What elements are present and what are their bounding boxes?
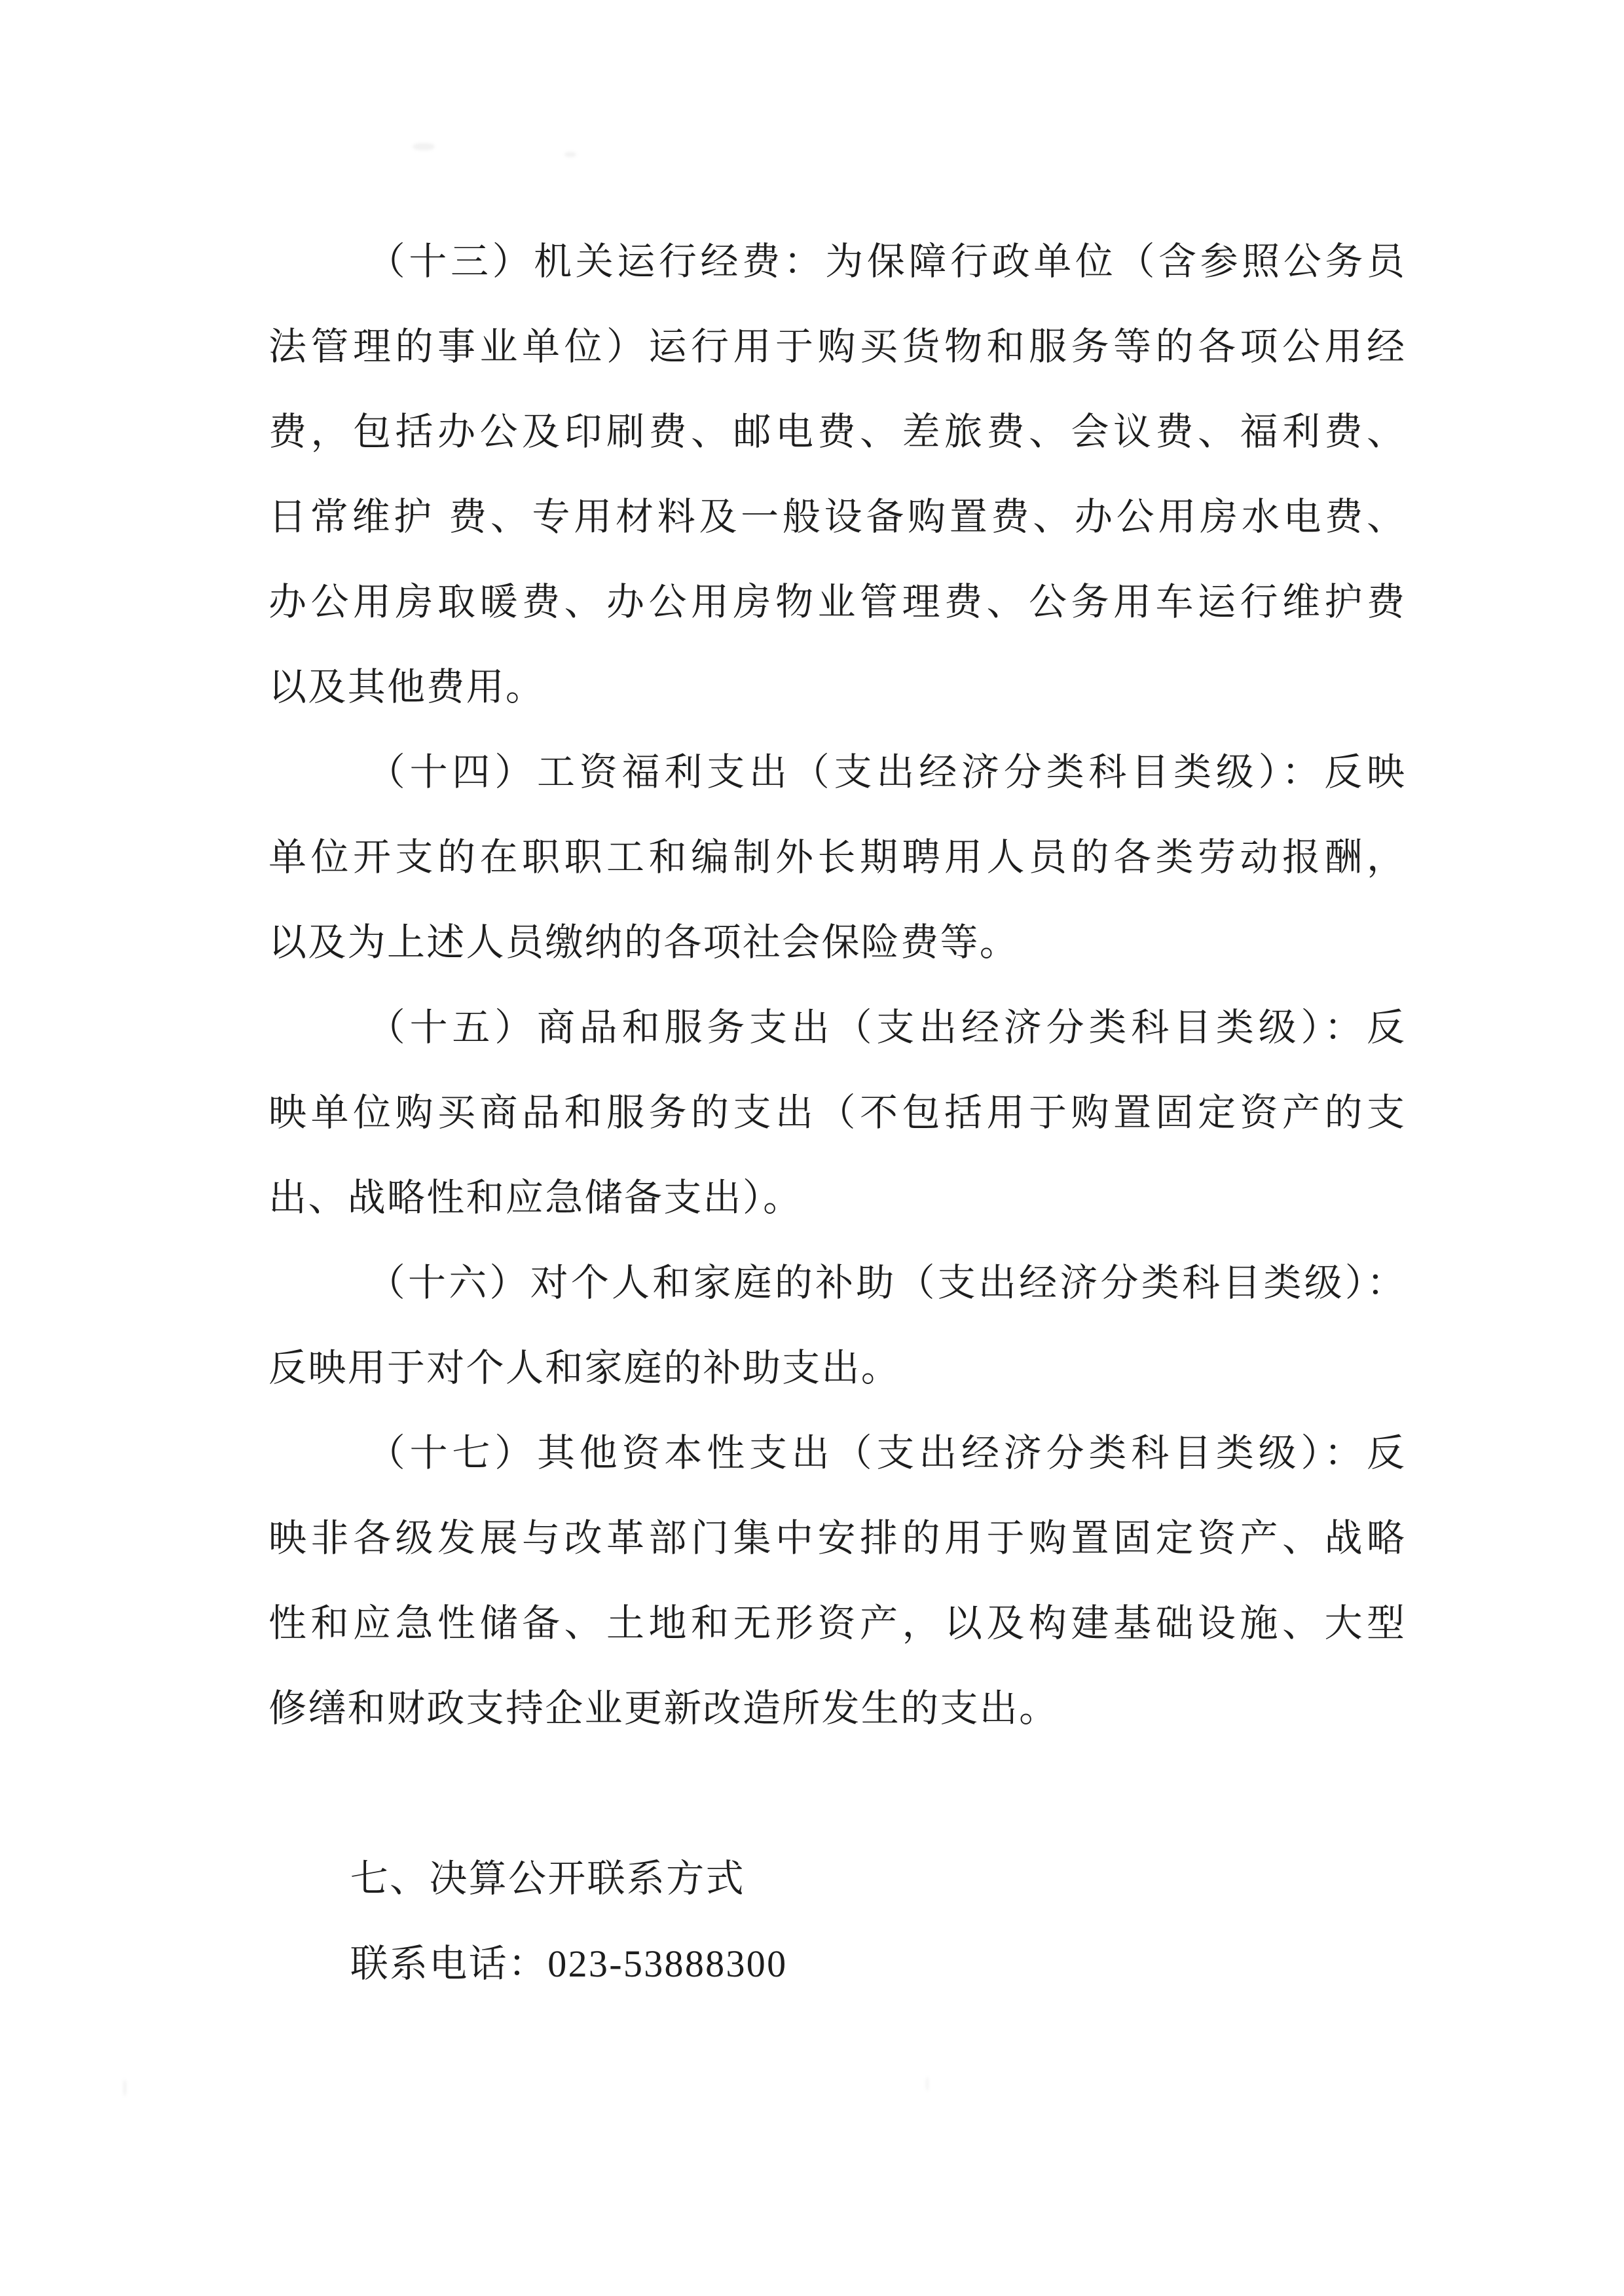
text-line: 反映用于对个人和家庭的补助支出。 — [268, 1347, 901, 1389]
text-line: （十三）机关运行经费：为保障行政单位（含参照公务员 — [367, 240, 1405, 283]
text-line: 出、战略性和应急储备支出）。 — [268, 1176, 803, 1219]
text-line: 修缮和财政支持企业更新改造所发生的支出。 — [268, 1687, 1059, 1730]
text-line: 映非各级发展与改革部门集中安排的用于购置固定资产、战略 — [268, 1517, 1405, 1559]
text-line: 以及其他费用。 — [268, 666, 545, 708]
scan-artifact — [564, 152, 576, 157]
contact-phone-label: 联系电话： — [350, 1942, 548, 1985]
contact-phone-line — [268, 1922, 1405, 2007]
contact-phone-number: 023-53888300 — [547, 1942, 788, 1985]
contact-section-heading: 七、决算公开联系方式 — [350, 1857, 745, 1900]
text-line: 办公用房取暖费、办公用房物业管理费、公务用车运行维护费 — [268, 581, 1405, 623]
text-line: 法管理的事业单位）运行用于购买货物和服务等的各项公用经 — [268, 325, 1405, 368]
text-line: 费，包括办公及印刷费、邮电费、差旅费、会议费、福利费、 — [268, 410, 1405, 453]
scan-artifact — [123, 2079, 126, 2096]
scan-artifact — [926, 2077, 929, 2091]
text-line: 单位开支的在职职工和编制外长期聘用人员的各类劳动报酬， — [268, 836, 1405, 879]
text-line: 映单位购买商品和服务的支出（不包括用于购置固定资产的支 — [268, 1091, 1405, 1134]
text-line: （十五）商品和服务支出（支出经济分类科目类级）：反 — [367, 1006, 1405, 1049]
document-body — [268, 219, 1405, 2007]
text-line: 日常维护 费、专用材料及一般设备购置费、办公用房水电费、 — [268, 496, 1405, 538]
text-line: 以及为上述人员缴纳的各项社会保险费等。 — [268, 921, 1020, 964]
blank-line — [268, 1751, 1405, 1836]
text-line: （十四）工资福利支出（支出经济分类科目类级）：反映 — [367, 751, 1405, 793]
text-line: （十七）其他资本性支出（支出经济分类科目类级）：反 — [367, 1432, 1405, 1474]
scan-artifact — [413, 143, 435, 151]
text-line: （十六）对个人和家庭的补助（支出经济分类科目类级）： — [367, 1262, 1405, 1304]
text-line: 性和应急性储备、土地和无形资产，以及构建基础设施、大型 — [268, 1602, 1405, 1645]
